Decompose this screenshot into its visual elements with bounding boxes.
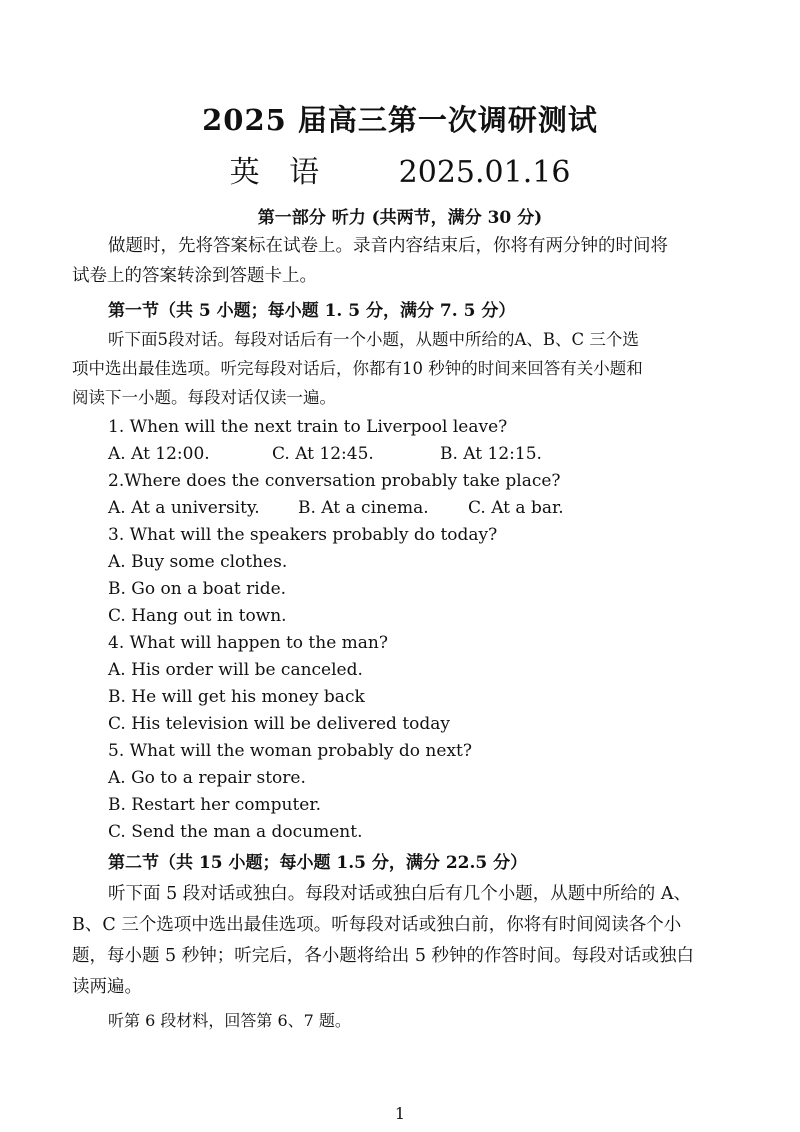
section1-instr-line: 阅读下一小题。每段对话仅读一遍。 [72,388,336,407]
section2-instr-line: B、C 三个选项中选出最佳选项。听每段对话或独白前，你将有时间阅读各个小 [72,915,682,935]
question-stem: 3. What will the speakers probably do today? [108,525,498,545]
section2-instr-line: 读两遍。 [72,977,142,997]
section1-instr-line: 听下面5段对话。每段对话后有一个小题，从题中所给的A、B、C 三个选 [108,330,639,349]
section1-heading: 第一节（共 5 小题；每小题 1. 5 分，满分 7. 5 分） [108,301,516,321]
answer-option: C. At 12:45. [272,444,374,464]
question-stem: 1. When will the next train to Liverpool leave? [108,417,508,437]
exam-subtitle [0,147,800,191]
question-stem: 5. What will the woman probably do next? [108,741,472,761]
answer-option: A. Go to a repair store. [108,768,306,788]
answer-option: B. Go on a boat ride. [108,579,287,599]
answer-option: B. At 12:15. [440,444,542,464]
answer-option: A. His order will be canceled. [108,660,363,680]
question-stem: 4. What will happen to the man? [108,633,388,653]
answer-option: B. He will get his money back [108,687,365,707]
answer-option: A. At 12:00. [108,444,210,464]
section1-instr-line: 项中选出最佳选项。听完每段对话后，你都有10 秒钟的时间来回答有关小题和 [72,359,643,378]
section2-instr-line: 题，每小题 5 秒钟；听完后，各小题将给出 5 秒钟的作答时间。每段对话或独白 [72,946,695,966]
part1-intro-line: 试卷上的答案转涂到答题卡上。 [72,266,317,286]
answer-option: C. At a bar. [468,498,564,518]
exam-date: 2025.01.16 [398,155,571,190]
answer-option: C. His television will be delivered today [108,714,451,734]
answer-option: A. Buy some clothes. [108,552,288,572]
page-number: 1 [394,1104,406,1123]
exam-title: 2025 届高三第一次调研测试 [202,103,598,137]
material-note: 听第 6 段材料，回答第 6、7 题。 [108,1011,351,1030]
subject-label: 英 语 [229,155,330,190]
section2-heading: 第二节（共 15 小题；每小题 1.5 分，满分 22.5 分） [108,853,528,873]
answer-option: C. Hang out in town. [108,606,287,626]
answer-option: A. At a university. [108,498,260,518]
answer-option: B. At a cinema. [298,498,429,518]
answer-option: B. Restart her computer. [108,795,322,815]
part1-intro-line: 做题时，先将答案标在试卷上。录音内容结束后，你将有两分钟的时间将 [108,236,668,256]
answer-option: C. Send the man a document. [108,822,363,842]
question-stem: 2.Where does the conversation probably take place? [108,471,561,491]
section2-instr-line: 听下面 5 段对话或独白。每段对话或独白后有几个小题，从题中所给的 A、 [108,884,691,904]
part1-heading: 第一部分 听力 (共两节，满分 30 分) [257,208,543,228]
